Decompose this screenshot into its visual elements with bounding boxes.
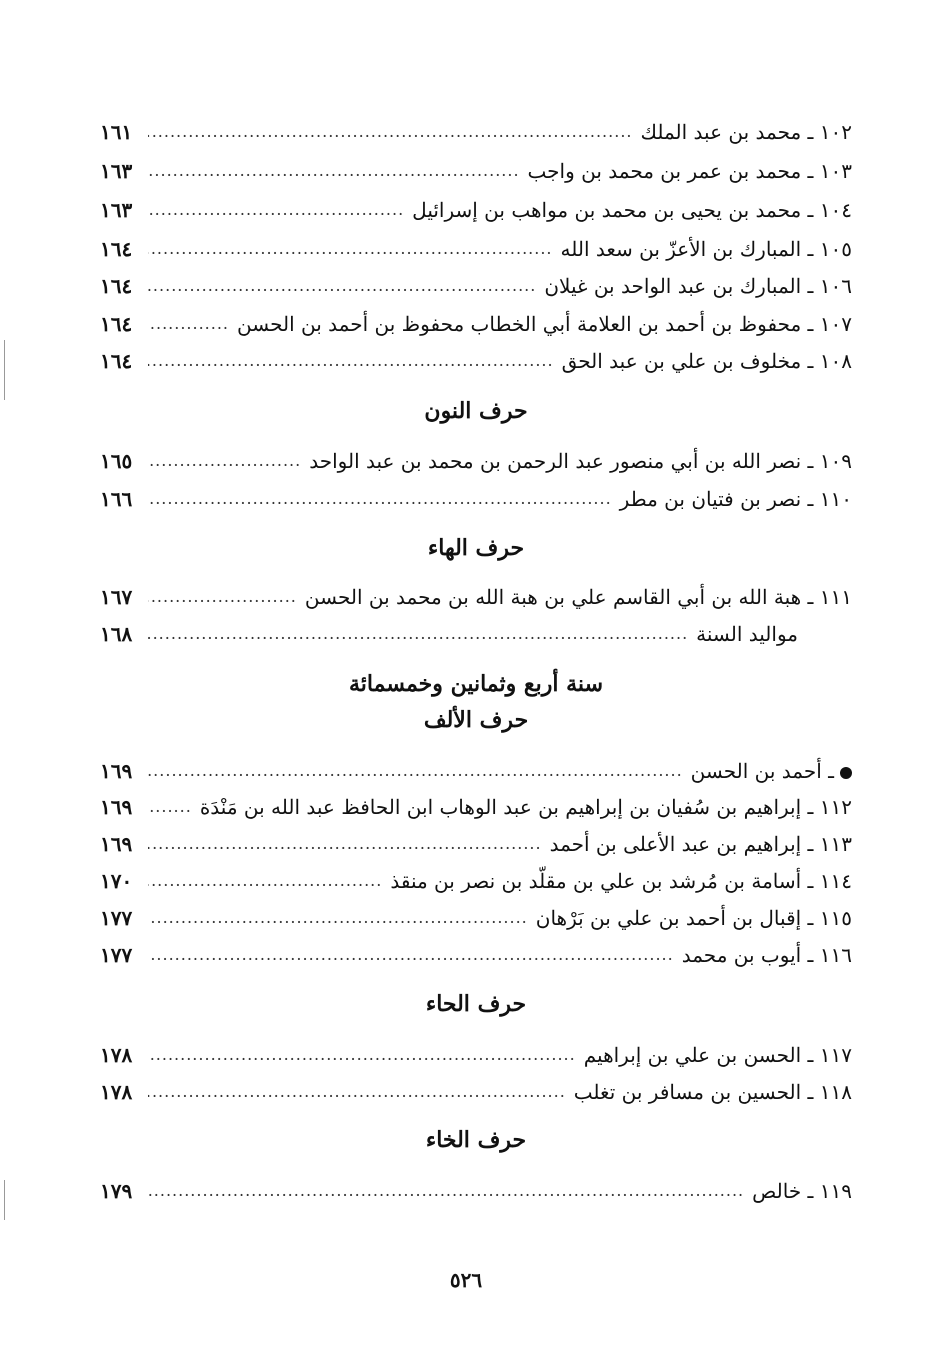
entry-title: ١٠٣ ـ محمد بن عمر بن محمد بن واجب: [527, 159, 852, 183]
entry-page: ١٦٧: [100, 585, 133, 609]
entry-title: ١١٢ ـ إبراهيم بن سُفيان بن إبراهيم بن عبد الوهاب ابن الحافظ عبد الله بن مَنْدَة: [199, 795, 852, 819]
toc-entry: [100, 114, 852, 150]
entry-title: مواليد السنة: [696, 622, 798, 646]
page-number: ٥٢٦: [449, 1268, 483, 1292]
entry-title: ١٠٥ ـ المبارك بن الأعزّ بن سعد الله: [560, 237, 852, 261]
entry-page: ١٦٣: [100, 198, 133, 222]
entry-page: ١٧٧: [100, 906, 133, 930]
entry-page: ١٧٠: [100, 869, 133, 893]
dot-leader: [148, 443, 301, 479]
toc-entry: [100, 481, 852, 517]
entry-title: [691, 753, 852, 789]
dot-leader: [148, 192, 404, 228]
toc-entry: [100, 789, 852, 825]
toc-entry: [100, 443, 852, 479]
entry-title: ١١٠ ـ نصر بن فتيان بن مطر: [619, 487, 852, 511]
entry-page: ١٧٩: [100, 1179, 133, 1203]
toc-entry: [100, 268, 852, 304]
toc-entry: [100, 863, 852, 899]
entry-page: ١٦٦: [100, 487, 133, 511]
dot-leader: [148, 616, 688, 652]
toc-entry: [100, 343, 852, 379]
entry-page: ١٦٩: [100, 759, 133, 783]
entry-page: ١٦٩: [100, 832, 133, 856]
entry-page: ١٧٨: [100, 1043, 133, 1067]
section-heading: حرف الهاء: [427, 535, 525, 561]
entry-title: ١٠٢ ـ محمد بن عبد الملك: [640, 120, 852, 144]
entry-title: ١٠٧ ـ محفوظ بن أحمد بن العلامة أبي الخطاب محفوظ بن أحمد بن الحسن: [237, 312, 852, 336]
entry-page: ١٦٤: [100, 274, 133, 298]
dot-leader: [148, 863, 382, 899]
toc-entry: [100, 1074, 852, 1110]
entry-page: ١٦٤: [100, 237, 133, 261]
entry-title: ١١٩ ـ خالص: [752, 1179, 852, 1203]
dot-leader: [148, 268, 536, 304]
entry-page: ١٦٩: [100, 795, 133, 819]
toc-entry: [100, 153, 852, 189]
dot-leader: [148, 789, 192, 825]
entry-page: ١٦٨: [100, 622, 133, 646]
entry-title: ١١٥ ـ إقبال بن أحمد بن علي بن بَرْهان: [535, 906, 852, 930]
section-heading: حرف النون: [424, 398, 528, 424]
toc-entry: [100, 579, 852, 615]
entry-page: ١٦٣: [100, 159, 133, 183]
toc-entry: [100, 826, 852, 862]
entry-title: ١١٤ ـ أسامة بن مُرشد بن علي بن مقلّد بن نصر بن منقذ: [390, 869, 852, 893]
dot-leader: [148, 753, 683, 789]
toc-entry: [100, 231, 852, 267]
year-heading: سنة أربع وثمانين وخمسمائة: [349, 671, 603, 697]
entry-title: ١٠٦ ـ المبارك بن عبد الواحد بن غيلان: [544, 274, 852, 298]
entry-title: ١١٣ ـ إبراهيم بن عبد الأعلى بن أحمد: [549, 832, 852, 856]
toc-entry: [100, 1037, 852, 1073]
section-heading: حرف الحاء: [425, 991, 527, 1017]
entry-title: ١١٦ ـ أيوب بن محمد: [681, 943, 852, 967]
entry-title: ١١٧ ـ الحسن بن علي بن إبراهيم: [583, 1043, 852, 1067]
bullet-icon: [840, 767, 852, 779]
section-heading: حرف الخاء: [425, 1127, 527, 1153]
entry-title: ١٠٨ ـ مخلوف بن علي بن عبد الحق: [561, 349, 852, 373]
entry-page: ١٦٥: [100, 449, 133, 473]
dot-leader: [148, 114, 632, 150]
toc-entry: [100, 900, 852, 936]
toc-entry: [100, 306, 852, 342]
entry-title: ١٠٤ ـ محمد بن يحيى بن محمد بن مواهب بن إسرائيل: [412, 198, 852, 222]
dot-leader: [148, 900, 528, 936]
dot-leader: [148, 579, 297, 615]
dot-leader: [148, 1173, 744, 1209]
dot-leader: [148, 826, 542, 862]
dot-leader: [148, 153, 520, 189]
toc-entry: [100, 937, 852, 973]
scan-edge-mark: [4, 340, 5, 400]
dot-leader: [148, 481, 612, 517]
entry-title: ١١٨ ـ الحسين بن مسافر بن تغلب: [573, 1080, 852, 1104]
entry-title: ١١١ ـ هبة الله بن أبي القاسم علي بن هبة الله بن محمد بن الحسن: [304, 585, 852, 609]
entry-page: ١٦١: [100, 120, 133, 144]
entry-title: ١٠٩ ـ نصر الله بن أبي منصور عبد الرحمن بن محمد بن عبد الواحد: [309, 449, 852, 473]
section-heading: حرف الألف: [423, 707, 529, 733]
dot-leader: [148, 306, 229, 342]
toc-entry: [100, 753, 852, 789]
dot-leader: [148, 1074, 566, 1110]
entry-page: ١٦٤: [100, 312, 133, 336]
entry-title-text: ـ أحمد بن الحسن: [690, 759, 834, 783]
entry-page: ١٦٤: [100, 349, 133, 373]
dot-leader: [148, 231, 553, 267]
scan-edge-mark: [4, 1180, 5, 1220]
toc-entry: [100, 1173, 852, 1209]
dot-leader: [148, 343, 554, 379]
toc-entry: [100, 616, 852, 652]
entry-page: ١٧٨: [100, 1080, 133, 1104]
dot-leader: [148, 1037, 576, 1073]
dot-leader: [148, 937, 674, 973]
toc-entry: [100, 192, 852, 228]
entry-page: ١٧٧: [100, 943, 133, 967]
